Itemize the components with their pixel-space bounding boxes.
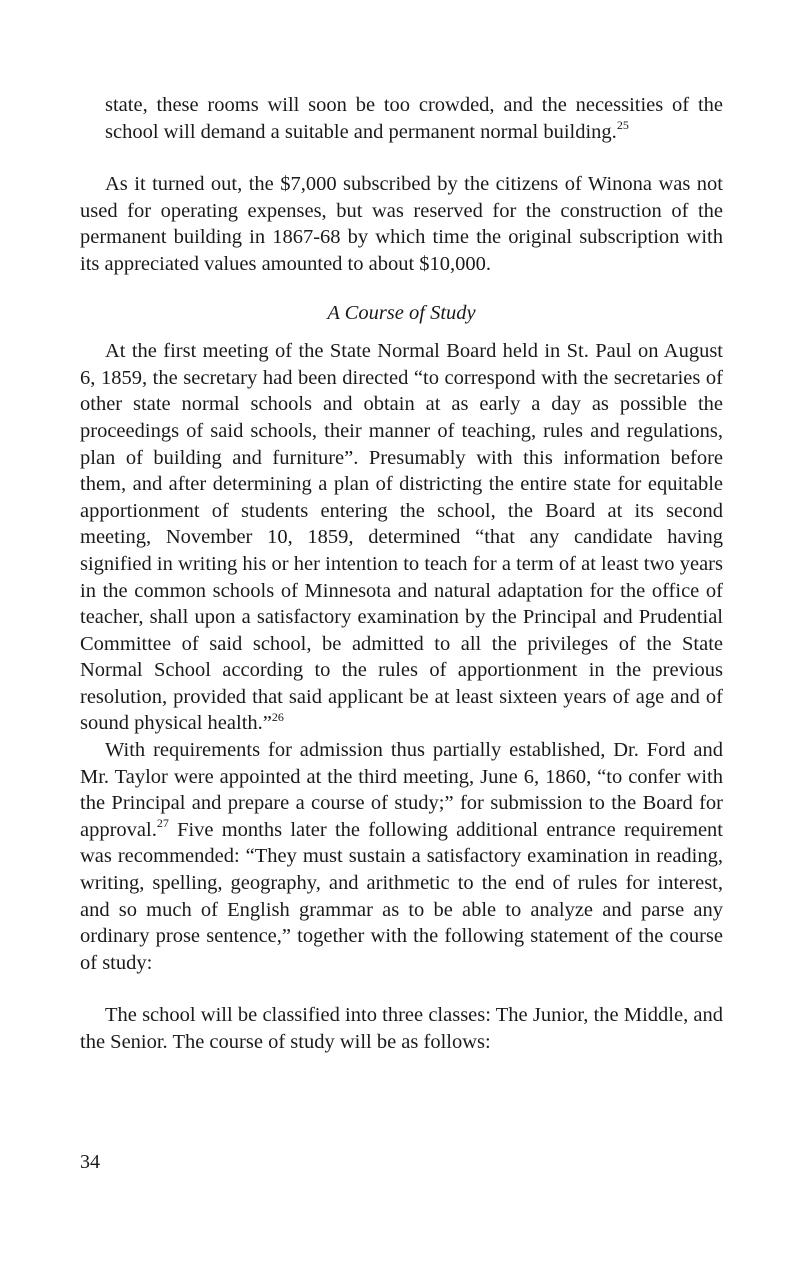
paragraph-subscription: As it turned out, the $7,000 subscribed by the citizens of Winona was not used for operating expenses, but was reserved for the construction of the permanent building in 1867-68 by which time the original subscription with its appreciated values amounted to about $10,000. [80,173,723,275]
paragraph-requirements [80,737,723,976]
paragraph-first-meeting-text: At the first meeting of the State Normal Board held in St. Paul on August 6, 1859, the secretary had been directed “to correspond with the secretaries of other state normal schools and obtain at as early a day as possible the proceedings of said schools, their manner of teaching, rules and regulations, plan of building and furniture”. Presumably with this information before them, and after determining a plan of districting the entire state for equitable apportionment of students entering the school, the Board at its second meeting, November 10, 1859, determined “that any candidate having signified in writing his or her intention to teach for a term of at least two years in the common schools of Minnesota and natural adaptation for the office of teacher, shall upon a satisfactory examination by the Principal and Prudential Committee of said school, be admitted to all the privileges of the State Normal School according to the rules of apportionment in the previous resolution, provided that said applicant be at least sixteen years of age and of sound physical health.” [80,340,723,735]
footnote-marker-26: 26 [271,709,284,724]
section-heading: A Course of Study [327,301,476,324]
paragraph-requirements-text-1: With requirements for admission thus partially established, Dr. Ford and Mr. Taylor were appointed at the third meeting, June 6, 1860, “to confer with the Principal and prepare a course of study;” for submission to the Board for approval. [80,739,723,841]
footnote-marker-25: 25 [616,117,629,132]
paragraph-first-meeting [80,338,723,737]
paragraph-requirements-text-2: Five months later the following additional entrance requirement was recommended: “They must sustain a satisfactory examination in reading, writing, spelling, geography, and arithmetic to the end of rules for interest, and so much of English grammar as to be able to analyze and parse any ordinary prose sentence,” together with the following statement of the course of study: [80,818,723,974]
quote-text: state, these rooms will soon be too crowded, and the necessities of the school will demand a suitable and permanent normal building. [105,94,723,143]
footnote-marker-27: 27 [156,816,169,831]
block-quote [105,92,723,145]
page-body [80,92,723,1056]
paragraph-classes: The school will be classified into three classes: The Junior, the Middle, and the Senior. The course of study will be as follows: [80,1004,723,1053]
page-number: 34 [80,1151,100,1173]
